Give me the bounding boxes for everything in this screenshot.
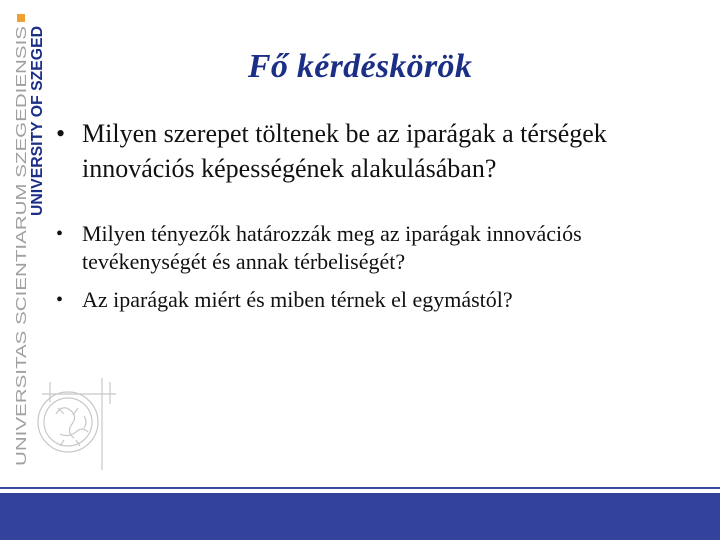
university-name: UNIVERSITY OF SZEGED [29,23,46,216]
university-seal-icon [24,374,120,470]
bullet-text: Az iparágak miért és miben térnek el egymástól? [82,287,513,312]
bullet-list [56,116,696,314]
slide-title: Fő kérdéskörök [247,48,473,85]
bullet-dot: • [56,119,66,148]
bullet-text: Milyen szerepet töltenek be az iparágak a térségek innovációs képességének alakulásában? [82,119,607,183]
footer-divider-gap [0,489,720,491]
bullet-item [56,286,696,314]
footer-bar [0,493,720,540]
bullet-dot: • [56,223,64,245]
bullet-item [56,116,696,186]
brand-accent-square [17,14,25,22]
university-latin-name: UNIVERSITAS SCIENTIARUM SZEGEDIENSIS [13,144,30,466]
bullet-text: Milyen tényezők határozzák meg az iparágak innovációs tevékenységét és annak térbeliségét? [82,221,582,274]
bullet-dot: • [56,289,64,311]
bullet-item [56,220,696,276]
